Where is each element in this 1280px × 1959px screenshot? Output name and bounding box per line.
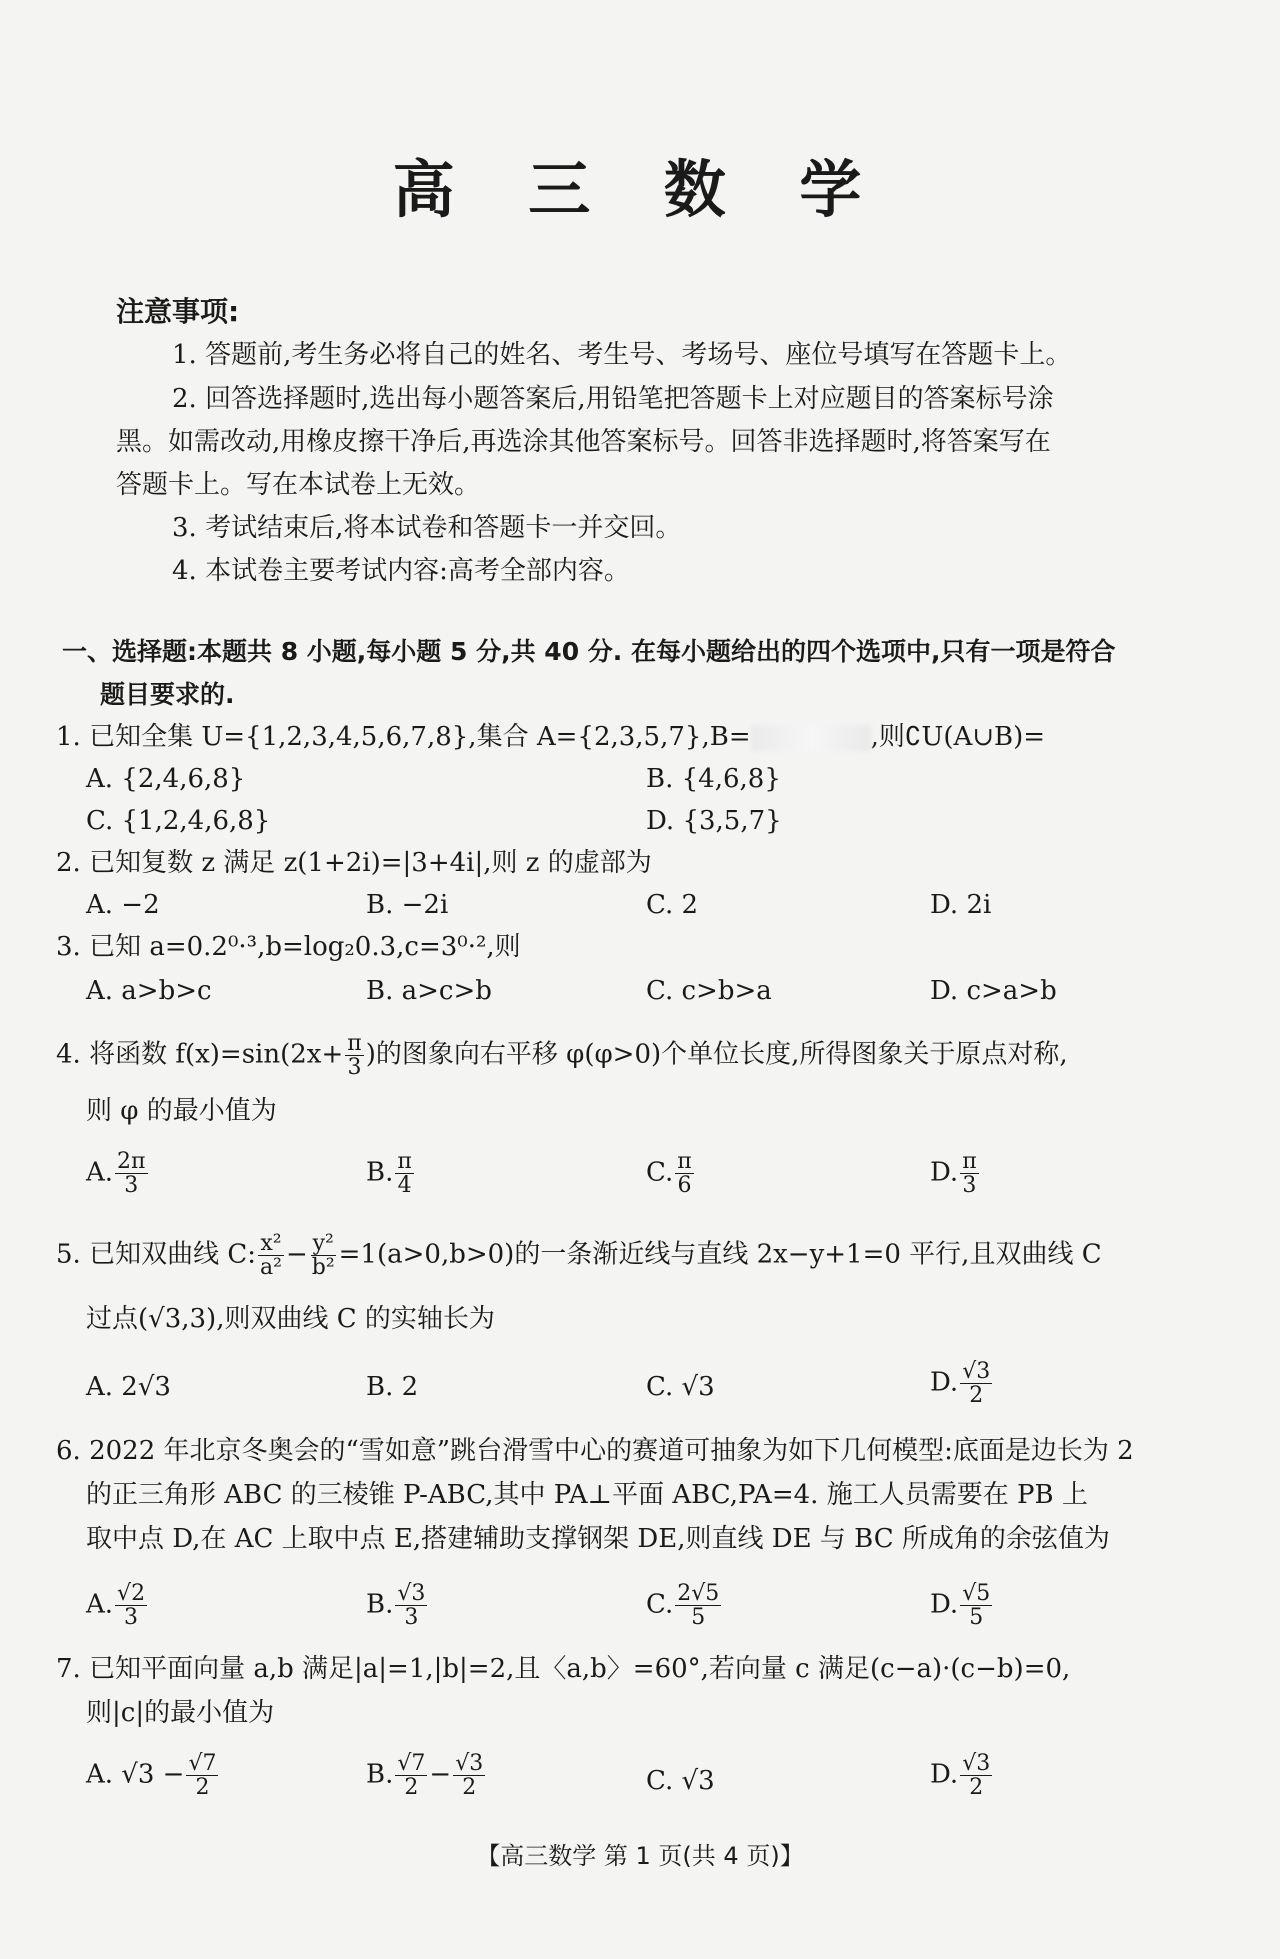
- numerator: √7: [397, 1751, 426, 1776]
- page-footer: 【高三数学 第 1 页(共 4 页)】: [476, 1842, 804, 1870]
- option-label: B.: [366, 1157, 394, 1188]
- option-label: D.: [930, 1367, 959, 1398]
- numerator: √3: [397, 1581, 426, 1606]
- option-d: [930, 1752, 994, 1799]
- minus-sign: −: [429, 1759, 452, 1790]
- fraction: [960, 1752, 992, 1799]
- option-a: [86, 1582, 149, 1629]
- denominator: 3: [124, 1605, 139, 1631]
- fraction: [395, 1752, 427, 1799]
- option-label: D.: [930, 1589, 959, 1620]
- option-d: D. 2i: [930, 890, 992, 920]
- fraction: [960, 1582, 992, 1629]
- question-4: [56, 1032, 1068, 1079]
- numerator: √2: [117, 1581, 146, 1606]
- fraction: [115, 1150, 147, 1197]
- denominator: 5: [691, 1605, 706, 1631]
- question-stem: 4. 将函数 f(x)=sin(2x+: [56, 1039, 344, 1070]
- question-1: [56, 722, 1045, 753]
- question-5-cont: 过点(√3,3),则双曲线 C 的实轴长为: [86, 1304, 495, 1334]
- numerator: √3: [962, 1751, 991, 1776]
- denominator: a²: [260, 1255, 282, 1281]
- option-c: C. 2: [646, 890, 699, 920]
- option-d: [930, 1360, 994, 1407]
- numerator: y²: [312, 1231, 334, 1256]
- denominator: 2: [462, 1775, 477, 1801]
- fraction: [960, 1360, 992, 1407]
- denominator: 3: [347, 1055, 362, 1081]
- option-label: C.: [646, 1157, 674, 1188]
- fraction: [258, 1232, 284, 1279]
- option-label: A.: [86, 1157, 114, 1188]
- question-stem-cont: )的图象向右平移 φ(φ>0)个单位长度,所得图象关于原点对称,: [365, 1039, 1068, 1070]
- notice-item: 4. 本试卷主要考试内容:高考全部内容。: [172, 556, 630, 586]
- question-stem-cont: ,则∁U(A∪B)=: [870, 722, 1046, 752]
- numerator: √3: [455, 1751, 484, 1776]
- question-5: [56, 1232, 1102, 1279]
- option-a: A. {2,4,6,8}: [86, 764, 246, 794]
- option-b: B. −2i: [366, 890, 449, 920]
- option-c: C. c>b>a: [646, 976, 772, 1006]
- denominator: 4: [397, 1173, 412, 1199]
- fraction: [310, 1232, 337, 1279]
- question-7: 7. 已知平面向量 a,b 满足|a|=1,|b|=2,且〈a,b〉=60°,若向量 c 满足(c−a)·(c−b)=0,: [56, 1654, 1071, 1684]
- fraction: [675, 1582, 721, 1629]
- numerator: 2π: [117, 1149, 146, 1174]
- option-c: [646, 1150, 696, 1197]
- question-6: 6. 2022 年北京冬奥会的“雪如意”跳台滑雪中心的赛道可抽象为如下几何模型:底面是边长为 2: [56, 1436, 1134, 1466]
- option-b: [366, 1752, 487, 1799]
- section-heading: 一、选择题:本题共 8 小题,每小题 5 分,共 40 分. 在每小题给出的四个选项中,只有一项是符合: [62, 637, 1116, 666]
- denominator: 3: [124, 1173, 139, 1199]
- fraction: [395, 1582, 427, 1629]
- obscured-region: [751, 725, 871, 751]
- notice-item: 1. 答题前,考生务必将自己的姓名、考生号、考场号、座位号填写在答题卡上。: [172, 340, 1072, 370]
- option-d: [930, 1150, 981, 1197]
- option-d: [930, 1582, 994, 1629]
- option-b: B. 2: [366, 1372, 419, 1402]
- fraction: [960, 1150, 978, 1197]
- fraction: [453, 1752, 485, 1799]
- notice-item: 2. 回答选择题时,选出每小题答案后,用铅笔把答题卡上对应题目的答案标号涂: [172, 384, 1054, 414]
- question-7-cont: 则|c|的最小值为: [86, 1698, 275, 1728]
- option-a: A. 2√3: [86, 1372, 171, 1402]
- fraction: [395, 1150, 413, 1197]
- option-c: [646, 1582, 723, 1629]
- denominator: 3: [962, 1173, 977, 1199]
- notice-item: 3. 考试结束后,将本试卷和答题卡一并交回。: [172, 513, 682, 543]
- option-b: [366, 1582, 429, 1629]
- denominator: 5: [969, 1605, 984, 1631]
- option-a: [86, 1150, 150, 1197]
- question-stem: 1. 已知全集 U={1,2,3,4,5,6,7,8},集合 A={2,3,5,7},B=: [56, 722, 751, 752]
- denominator: 2: [404, 1775, 419, 1801]
- question-6-cont: 的正三角形 ABC 的三棱锥 P-ABC,其中 PA⊥平面 ABC,PA=4. 施工人员需要在 PB 上: [86, 1480, 1088, 1510]
- numerator: π: [347, 1031, 362, 1056]
- option-a: A. −2: [86, 890, 160, 920]
- fraction: [186, 1752, 218, 1799]
- option-label: D.: [930, 1759, 959, 1790]
- denominator: b²: [311, 1255, 335, 1281]
- numerator: π: [962, 1149, 977, 1174]
- numerator: √7: [188, 1751, 217, 1776]
- option-d: D. c>a>b: [930, 976, 1057, 1006]
- fraction: [115, 1582, 147, 1629]
- question-stem-cont: =1(a>0,b>0)的一条渐近线与直线 2x−y+1=0 平行,且双曲线 C: [338, 1239, 1102, 1270]
- question-3: 3. 已知 a=0.2⁰·³,b=log₂0.3,c=3⁰·²,则: [56, 932, 521, 962]
- fraction: [345, 1032, 363, 1079]
- option-c: C. √3: [646, 1766, 715, 1796]
- option-label: D.: [930, 1157, 959, 1188]
- numerator: √5: [962, 1581, 991, 1606]
- option-label: A. √3 −: [86, 1759, 185, 1790]
- denominator: 3: [404, 1605, 419, 1631]
- numerator: 2√5: [677, 1581, 720, 1606]
- question-4-cont: 则 φ 的最小值为: [86, 1096, 277, 1126]
- denominator: 2: [195, 1775, 210, 1801]
- option-c: C. √3: [646, 1372, 715, 1402]
- option-b: B. a>c>b: [366, 976, 492, 1006]
- denominator: 6: [677, 1173, 692, 1199]
- option-c: C. {1,2,4,6,8}: [86, 806, 271, 836]
- section-heading-cont: 题目要求的.: [100, 680, 235, 709]
- option-a: A. a>b>c: [86, 976, 212, 1006]
- notice-item: 黑。如需改动,用橡皮擦干净后,再选涂其他答案标号。回答非选择题时,将答案写在: [116, 427, 1051, 457]
- option-b: [366, 1150, 416, 1197]
- option-label: B.: [366, 1759, 394, 1790]
- numerator: π: [677, 1149, 692, 1174]
- option-d: D. {3,5,7}: [646, 806, 782, 836]
- question-2: 2. 已知复数 z 满足 z(1+2i)=|3+4i|,则 z 的虚部为: [56, 848, 652, 878]
- option-a: [86, 1752, 220, 1799]
- numerator: x²: [260, 1231, 282, 1256]
- page-title: 高 三 数 学: [392, 153, 888, 226]
- fraction: [675, 1150, 693, 1197]
- option-label: B.: [366, 1589, 394, 1620]
- question-stem: 5. 已知双曲线 C:: [56, 1239, 256, 1270]
- denominator: 2: [969, 1775, 984, 1801]
- notice-heading: 注意事项:: [116, 295, 240, 328]
- minus-sign: −: [285, 1239, 308, 1270]
- option-label: C.: [646, 1589, 674, 1620]
- numerator: π: [397, 1149, 412, 1174]
- denominator: 2: [969, 1383, 984, 1409]
- notice-item: 答题卡上。写在本试卷上无效。: [116, 470, 481, 500]
- numerator: √3: [962, 1359, 991, 1384]
- option-label: A.: [86, 1589, 114, 1620]
- option-b: B. {4,6,8}: [646, 764, 781, 794]
- question-6-cont: 取中点 D,在 AC 上取中点 E,搭建辅助支撑钢架 DE,则直线 DE 与 BC 所成角的余弦值为: [86, 1524, 1110, 1554]
